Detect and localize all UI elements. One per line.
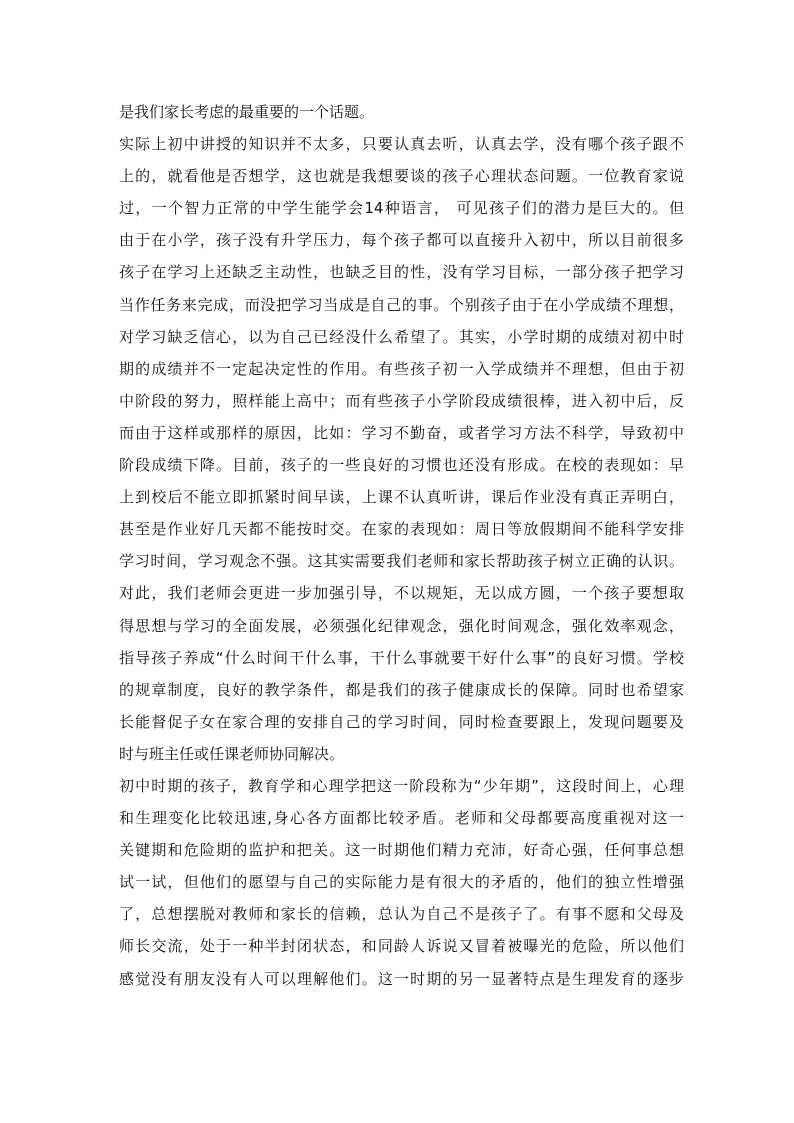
paragraph-2 [119,128,684,770]
text-line: 上到校后不能立即抓紧时间早读，上课不认真听讲，课后作业没有真正弄明白， [119,488,684,507]
text-line: 初中时期的孩子，教育学和心理学把这一阶段称为“少年期”，这段时间上，心理 [119,776,684,795]
text-line: 指导孩子养成“什么时间干什么事，干什么事就要干好什么事”的良好习惯。学校 [119,648,684,667]
text-line: 长能督促子女在家合理的安排自己的学习时间，同时检查要跟上，发现问题要及 [119,712,684,731]
text-line: 学习时间，学习观念不强。这其实需要我们老师和家长帮助孩子树立正确的认识。 [119,552,684,571]
text-line: 当作任务来完成，而没把学习当成是自己的事。个别孩子由于在小学成绩不理想， [119,295,684,314]
text-line: 是我们家长考虑的最重要的一个话题。 [119,103,375,121]
text-line: 由于在小学，孩子没有升学压力，每个孩子都可以直接升入初中，所以目前很多 [119,231,684,250]
text-line: 的规章制度，良好的教学条件，都是我们的孩子健康成长的保障。同时也希望家 [119,680,684,699]
text-line: 上的，就看他是否想学，这也就是我想要谈的孩子心理状态问题。一位教育家说 [119,167,684,186]
text-line: 过，一个智力正常的中学生能学会14种语言， 可见孩子们的潜力是巨大的。但 [119,199,684,218]
text-line: 感觉没有朋友没有人可以理解他们。这一时期的另一显著特点是生理发育的逐步 [119,969,684,988]
text-line: 阶段成绩下降。目前，孩子的一些良好的习惯也还没有形成。在校的表现如：早 [119,456,684,475]
text-line: 孩子在学习上还缺乏主动性，也缺乏目的性，没有学习目标，一部分孩子把学习 [119,263,684,282]
paragraph-3 [119,770,684,995]
text-line: 关键期和危险期的监护和把关。这一时期他们精力充沛，好奇心强，任何事总想 [119,841,684,860]
text-line: 对此，我们老师会更进一步加强引导，不以规矩，无以成方圆，一个孩子要想取 [119,584,684,603]
text-line: 对学习缺乏信心，以为自己已经没什么希望了。其实，小学时期的成绩对初中时 [119,327,684,346]
text-line: 得思想与学习的全面发展，必须强化纪律观念，强化时间观念，强化效率观念， [119,616,684,635]
document-body [119,96,684,995]
paragraph-1 [119,96,684,128]
text-line: 期的成绩并不一定起决定性的作用。有些孩子初一入学成绩并不理想，但由于初 [119,359,684,378]
text-line: 实际上初中讲授的知识并不太多，只要认真去听，认真去学，没有哪个孩子跟不 [119,135,684,154]
text-line: 甚至是作业好几天都不能按时交。在家的表现如：周日等放假期间不能科学安排 [119,520,684,539]
text-line: 和生理变化比较迅速,身心各方面都比较矛盾。老师和父母都要高度重视对这一 [119,809,684,828]
text-line: 试一试，但他们的愿望与自己的实际能力是有很大的矛盾的，他们的独立性增强 [119,873,684,892]
text-line: 中阶段的努力，照样能上高中；而有些孩子小学阶段成绩很棒，进入初中后，反 [119,391,684,410]
text-line: 而由于这样或那样的原因，比如：学习不勤奋，或者学习方法不科学，导致初中 [119,423,684,442]
text-line: 了，总想摆脱对教师和家长的信赖，总认为自己不是孩子了。有事不愿和父母及 [119,905,684,924]
text-line: 时与班主任或任课老师协同解决。 [119,744,345,763]
text-line: 师长交流，处于一种半封闭状态，和同龄人诉说又冒着被曝光的危险，所以他们 [119,937,684,956]
